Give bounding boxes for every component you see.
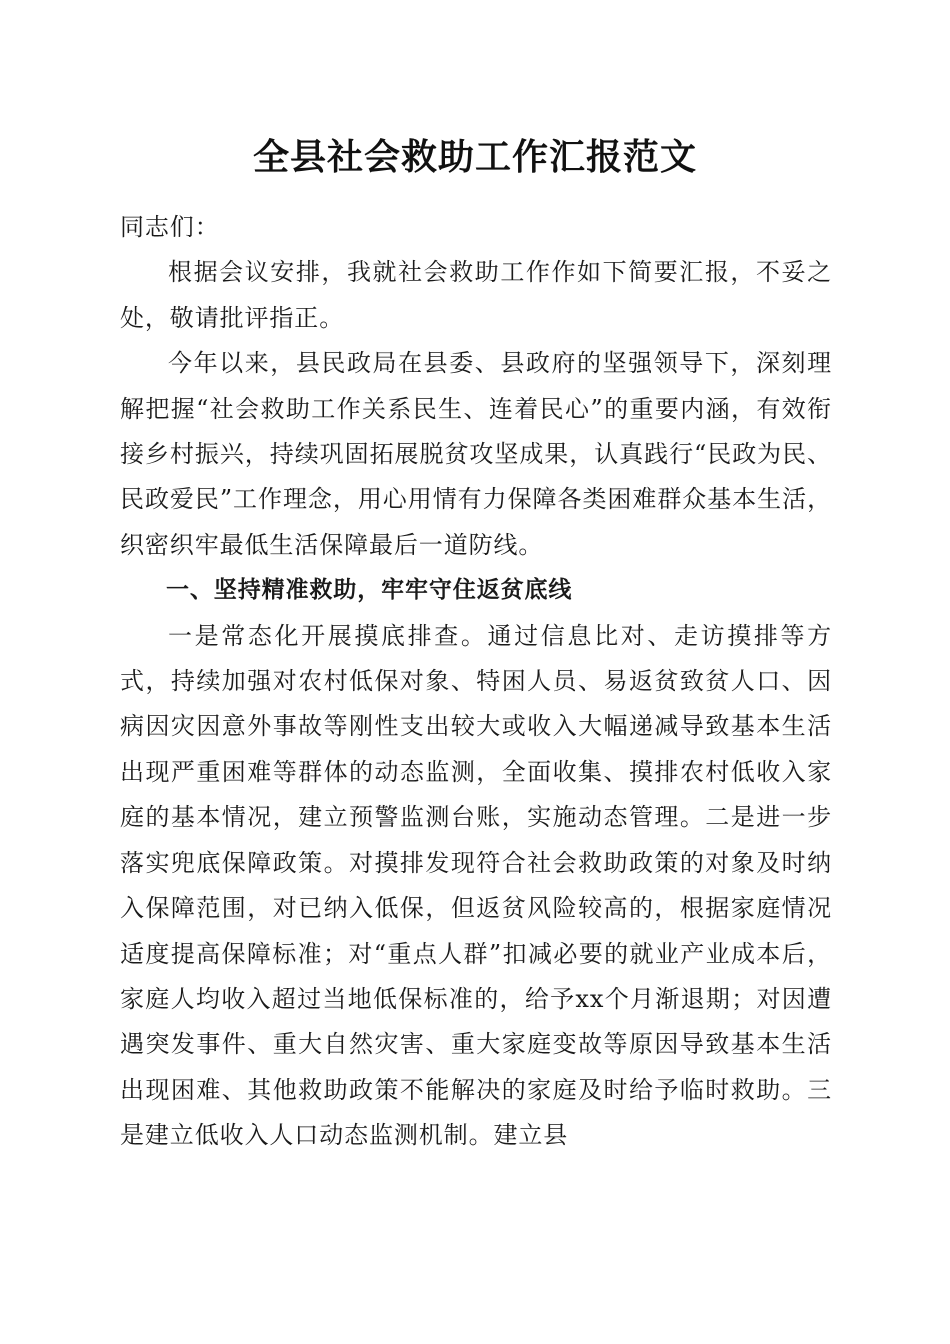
document-title: 全县社会救助工作汇报范文	[252, 136, 697, 178]
salutation: 同志们：	[120, 213, 220, 241]
section-paragraph: 一是常态化开展摸底排查。通过信息比对、走访摸排等方式，持续加强对农村低保对象、特困人员、易返贫致贫人口、因病因灾因意外事故等刚性支出较大或收入大幅递减导致基本生活出现严重困难等群体的动态监测，全面收集、摸排农村低收入家庭的基本情况，建立预警监测台账，实施动态管理。二是进一步落实兜底保障政策。对摸排发现符合社会救助政策的对象及时纳入保障范围，对已纳入低保，但返贫风险较高的，根据家庭情况适度提高保障标准；对“重点人群”扣减必要的就业产业成本后，家庭人均收入超过当地低保标准的，给予xx个月渐退期；对因遭遇突发事件、重大自然灾害、重大家庭变故等原因导致基本生活出现困难、其他救助政策不能解决的家庭及时给予临时救助。三是建立低收入人口动态监测机制。建立县	[120, 621, 832, 1150]
overview-paragraph: 今年以来，县民政局在县委、县政府的坚强领导下，深刻理解把握“社会救助工作关系民生、连着民心”的重要内涵，有效衔接乡村振兴，持续巩固拓展脱贫攻坚成果，认真践行“民政为民、民政爱民”工作理念，用心用情有力保障各类困难群众基本生活，织密织牢最低生活保障最后一道防线。	[120, 349, 832, 559]
intro-paragraph: 根据会议安排，我就社会救助工作作如下简要汇报，不妥之处，敬请批评指正。	[120, 258, 832, 332]
section-heading: 一、坚持精准救助，牢牢守住返贫底线	[166, 577, 573, 604]
document-body	[120, 205, 832, 1159]
